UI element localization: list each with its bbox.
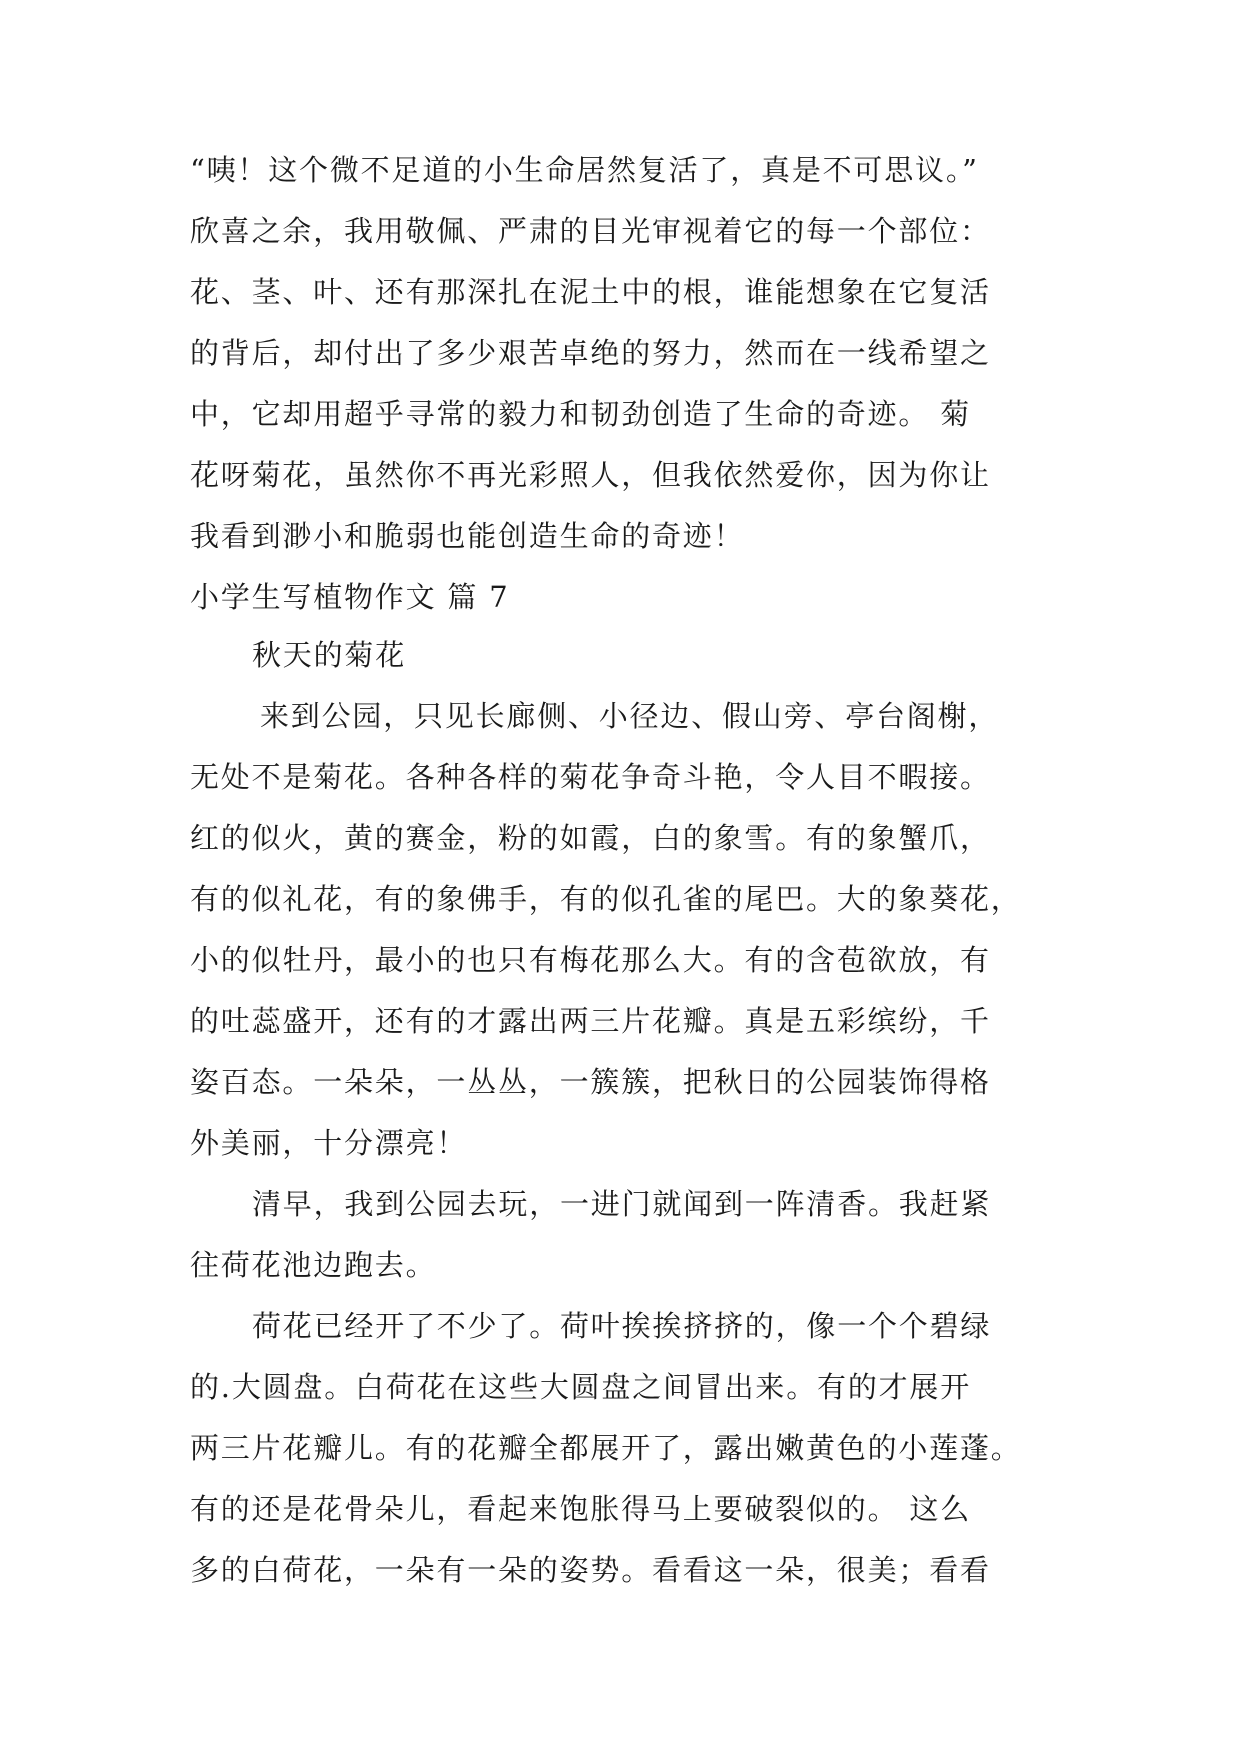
text-line: 无处不是菊花。各种各样的菊花争奇斗艳，令人目不暇接。 xyxy=(190,760,991,794)
section-heading: 小学生写植物作文 篇 7 xyxy=(190,580,510,614)
text-line: 小的似牡丹，最小的也只有梅花那么大。有的含苞欲放，有 xyxy=(190,943,991,977)
text-line: 有的似礼花，有的象佛手，有的似孔雀的尾巴。大的象葵花， xyxy=(190,882,1022,916)
text-line: 两三片花瓣儿。有的花瓣全都展开了，露出嫩黄色的小莲蓬。 xyxy=(190,1431,1022,1465)
text-line: 欣喜之余，我用敬佩、严肃的目光审视着它的每一个部位： xyxy=(190,214,991,248)
text-line: 姿百态。一朵朵，一丛丛，一簇簇，把秋日的公园装饰得格 xyxy=(190,1065,991,1099)
text-line: 清早，我到公园去玩，一进门就闻到一阵清香。我赶紧 xyxy=(252,1187,992,1221)
text-line: 往荷花池边跑去。 xyxy=(190,1248,437,1282)
text-line: 荷花已经开了不少了。荷叶挨挨挤挤的，像一个个碧绿 xyxy=(252,1309,992,1343)
text-line: 花呀菊花，虽然你不再光彩照人，但我依然爱你，因为你让 xyxy=(190,458,991,492)
text-line: 外美丽，十分漂亮！ xyxy=(190,1126,468,1160)
text-line: 有的还是花骨朵儿，看起来饱胀得马上要破裂似的。 这么 xyxy=(190,1492,972,1526)
text-line: 花、茎、叶、还有那深扎在泥土中的根，谁能想象在它复活 xyxy=(190,275,991,309)
text-line: 的吐蕊盛开，还有的才露出两三片花瓣。真是五彩缤纷，千 xyxy=(190,1004,991,1038)
text-line: 中，它却用超乎寻常的毅力和韧劲创造了生命的奇迹。 菊 xyxy=(190,397,972,431)
text-line: 来到公园，只见长廊侧、小径边、假山旁、亭台阁榭， xyxy=(260,699,1000,733)
text-line: 的.大圆盘。白荷花在这些大圆盘之间冒出来。有的才展开 xyxy=(190,1370,972,1404)
essay-title: 秋天的菊花 xyxy=(252,638,407,672)
text-line: 的背后，却付出了多少艰苦卓绝的努力，然而在一线希望之 xyxy=(190,336,991,370)
text-line: 红的似火，黄的赛金，粉的如霞，白的象雪。有的象蟹爪， xyxy=(190,821,991,855)
text-line: 我看到渺小和脆弱也能创造生命的奇迹！ xyxy=(190,519,745,553)
text-line: “咦！这个微不足道的小生命居然复活了，真是不可思议。” xyxy=(190,153,979,187)
text-line: 多的白荷花，一朵有一朵的姿势。看看这一朵，很美；看看 xyxy=(190,1553,991,1587)
